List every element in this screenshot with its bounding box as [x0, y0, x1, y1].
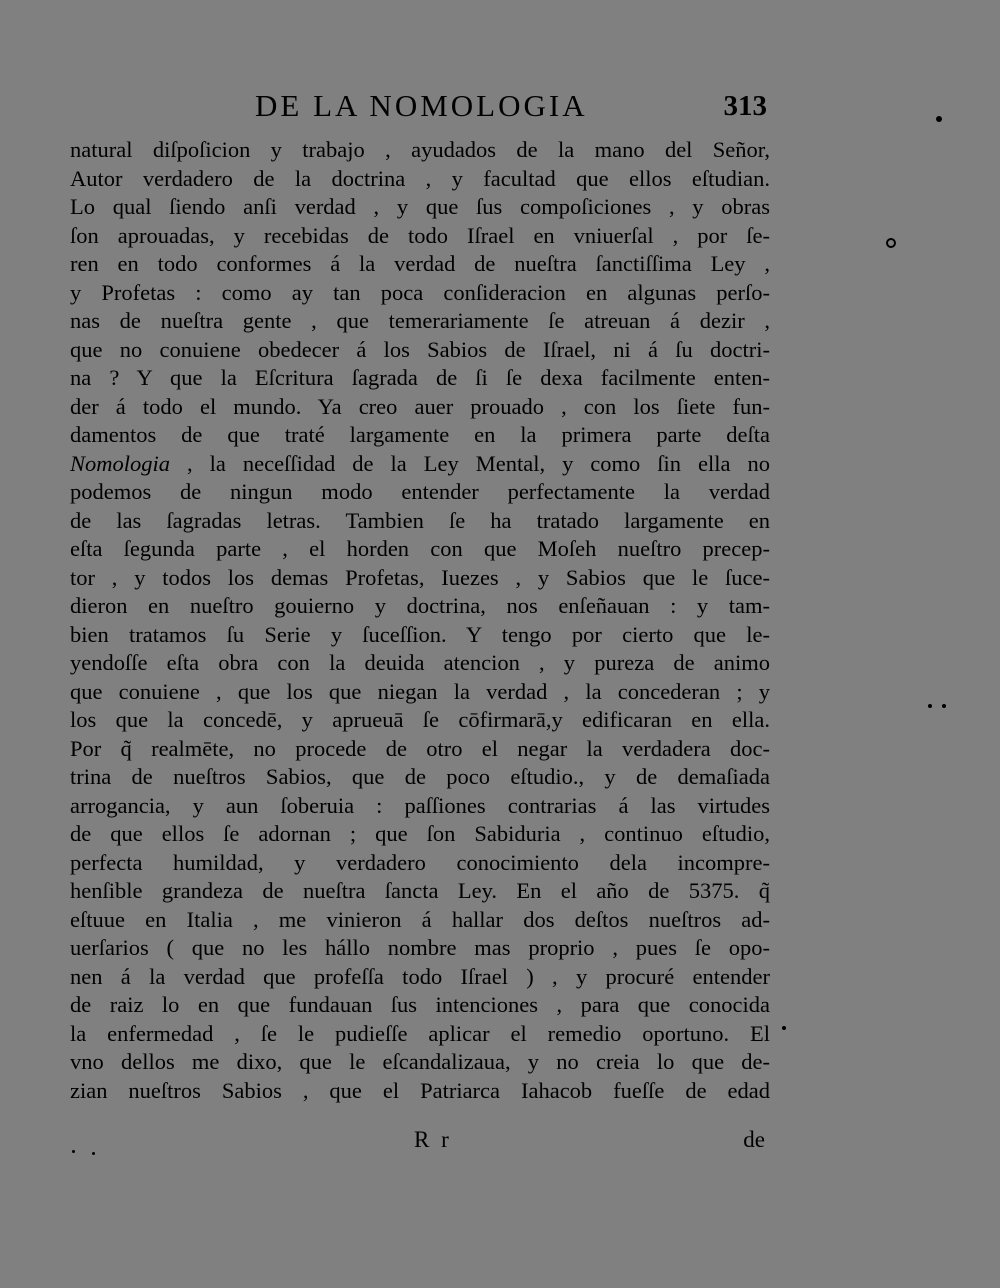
signature-mark: R r	[414, 1127, 452, 1152]
scan-speck	[92, 1152, 95, 1155]
text-line: la enfermedad , ſe le pudieſſe aplicar el remedio oportuno. El	[70, 1020, 770, 1046]
scan-speck	[72, 1150, 75, 1153]
text-line: zian nueſtros Sabios , que el Patriarca Iahacob fueſſe de edad	[70, 1077, 770, 1103]
text-line: damentos de que traté largamente en la primera parte deſta	[70, 422, 770, 447]
text-line: nen á la verdad que profeſſa todo Iſrael ) , y procuré entender	[70, 963, 770, 989]
text-line: tor , y todos los demas Profetas, Iuezes , y Sabios que le ſuce-	[70, 564, 770, 590]
text-line: Autor verdadero de la doctrina , y facultad que ellos eſtudian.	[70, 165, 770, 191]
text-line: bien tratamos ſu Serie y ſuceſſion. Y tengo por cierto que le-	[70, 621, 770, 647]
text-line: ren en todo conformes á la verdad de nueſtra ſanctiſſima Ley ,	[70, 251, 770, 276]
scan-speck	[886, 238, 896, 248]
text-line: der á todo el mundo. Ya creo auer prouado , con los ſiete fun-	[70, 393, 770, 419]
text-line: dieron en nueſtro gouierno y doctrina, nos enſeñauan : y tam-	[70, 593, 770, 618]
text-line: que conuiene , que los que niegan la verdad , la concederan ; y	[70, 678, 770, 704]
text-line: eſta ſegunda parte , el horden con que Moſeh nueſtro precep-	[70, 536, 770, 561]
text-line: na ? Y que la Eſcritura ſagrada de ſi ſe dexa facilmente enten-	[70, 365, 770, 390]
scan-speck	[782, 1026, 786, 1030]
text-line: arrogancia, y aun ſoberuia : paſſiones contrarias á las virtudes	[70, 792, 770, 818]
text-line: de raiz lo en que fundauan ſus intenciones , para que conocida	[70, 992, 770, 1017]
text-line: que no conuiene obedecer á los Sabios de Iſrael, ni á ſu doctri-	[70, 336, 770, 362]
text-line: yendoſſe eſta obra con la deuida atencion , y pureza de animo	[70, 650, 770, 675]
text-line: perfecta humildad, y verdadero conocimiento dela incompre-	[70, 849, 770, 875]
italic-word: Nomologia	[70, 450, 171, 476]
text-line: henſible grandeza de nueſtra ſancta Ley. En el año de 5375. q̃	[70, 878, 770, 903]
page-header	[255, 88, 767, 128]
text-line: vno dellos me dixo, que le eſcandalizaua, y no creia lo que de-	[70, 1049, 770, 1074]
text-line: Nomologia , la neceſſidad de la Ley Mental, y como ſin ella no	[70, 450, 770, 476]
catchword: de	[743, 1127, 765, 1152]
text-line: nas de nueſtra gente , que temerariamente ſe atreuan á dezir ,	[70, 308, 770, 333]
text-line: Lo qual ſiendo anſi verdad , y que ſus compoſiciones , y obras	[70, 194, 770, 219]
text-line: los que la concedē, y aprueuā ſe cōfirmarā,y edificaran en ella.	[70, 707, 770, 732]
scan-speck	[942, 704, 946, 708]
page-number: 313	[723, 90, 767, 122]
scan-speck	[936, 116, 942, 122]
page-footer	[70, 1127, 765, 1157]
scan-speck	[928, 704, 932, 708]
running-head: DE LA NOMOLOGIA	[255, 88, 588, 123]
text-line: podemos de ningun modo entender perfectamente la verdad	[70, 479, 770, 504]
text-line: ſon aprouadas, y recebidas de todo Iſrael en vniuerſal , por ſe-	[70, 222, 770, 248]
text-line: natural diſpoſicion y trabajo , ayudados de la mano del Señor,	[70, 137, 770, 162]
text-line: trina de nueſtros Sabios, que de poco eſtudio., y de demaſiada	[70, 764, 770, 789]
text-line: eſtuue en Italia , me vinieron á hallar dos deſtos nueſtros ad-	[70, 906, 770, 932]
text-line: Por q̃ realmēte, no procede de otro el negar la verdadera doc-	[70, 735, 770, 761]
text-line: de las ſagradas letras. Tambien ſe ha tratado largamente en	[70, 507, 770, 533]
text-line: de que ellos ſe adornan ; que ſon Sabiduria , continuo eſtudio,	[70, 821, 770, 846]
text-line: uerſarios ( que no les hállo nombre mas proprio , pues ſe opo-	[70, 935, 770, 960]
body-text	[70, 136, 770, 1105]
text-line: y Profetas : como ay tan poca conſideracion en algunas perſo-	[70, 279, 770, 305]
